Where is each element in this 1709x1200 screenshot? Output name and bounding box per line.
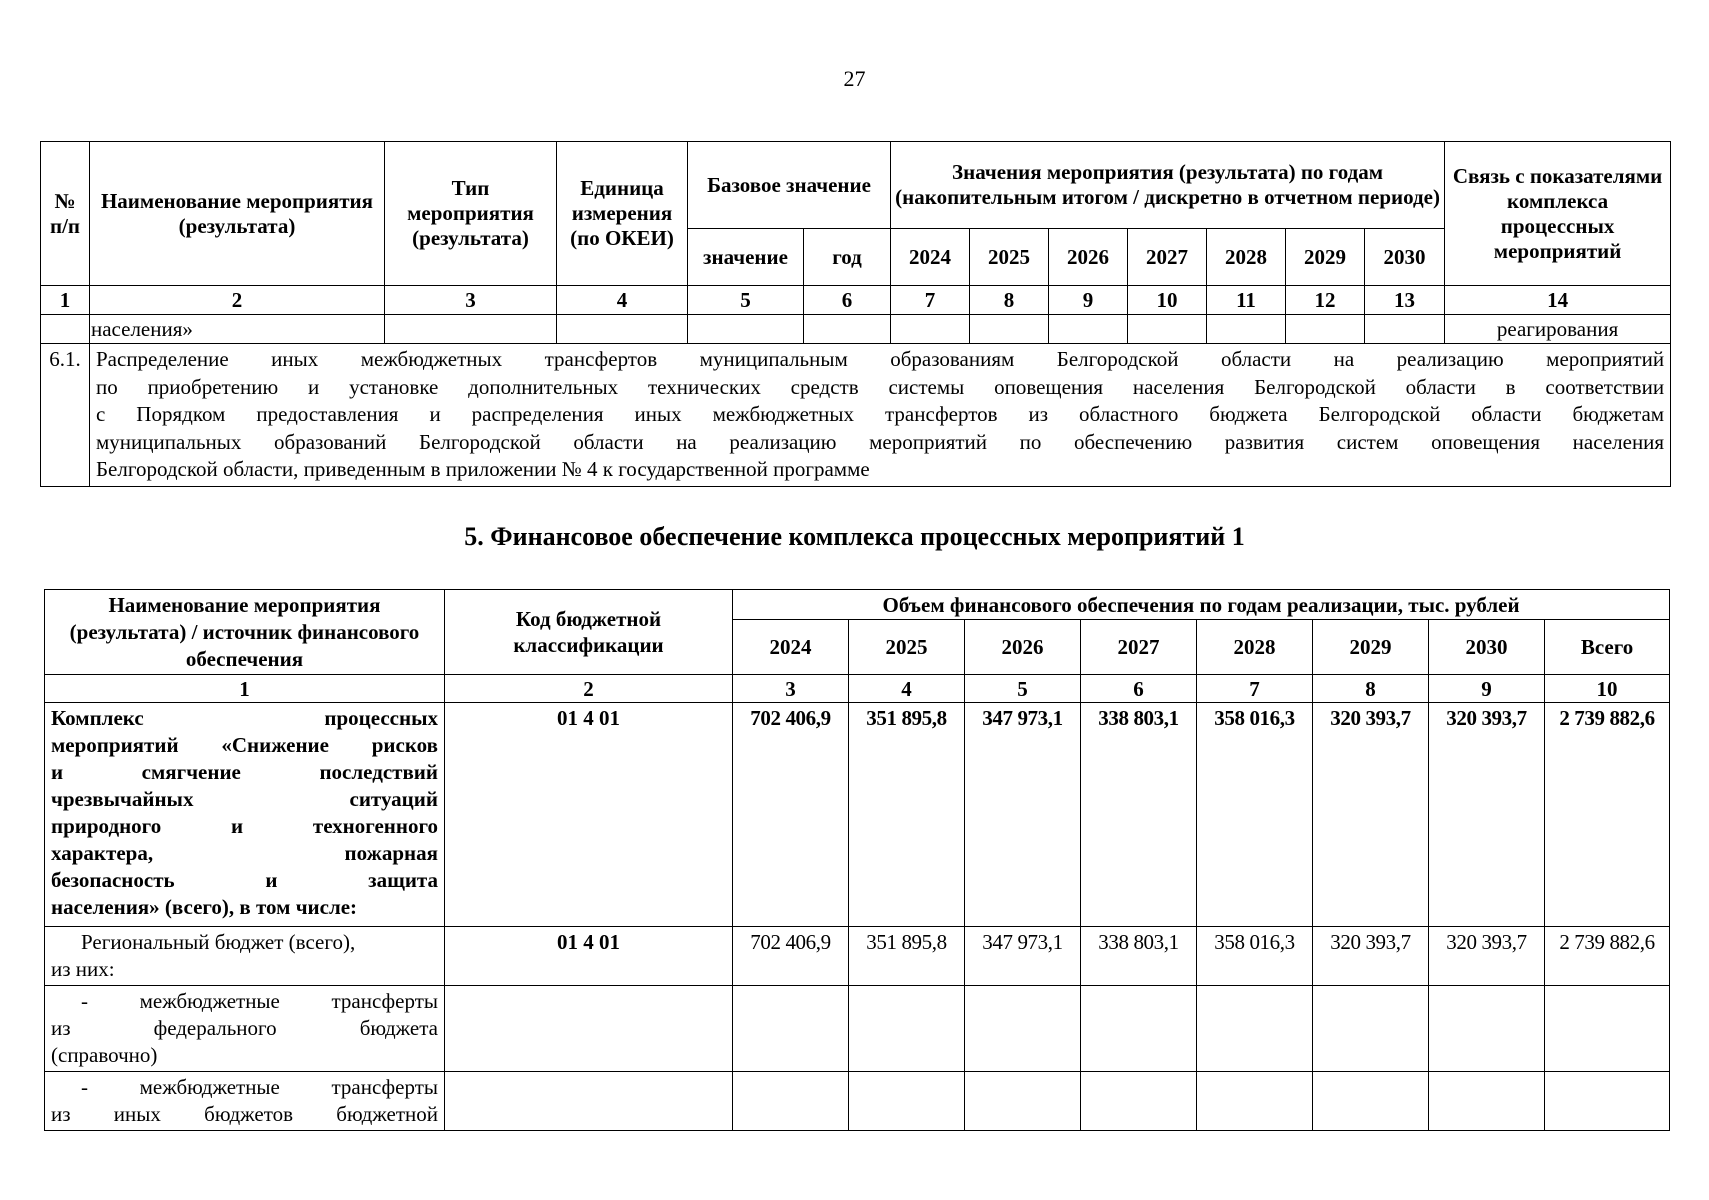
row-6-1-line: с Порядком предоставления и распределения иных межбюджетных трансфертов из областного бюджета Белгородской области бюджетам [96,402,1665,426]
row-value: 320 393,7 [1429,927,1545,986]
header-year: 2028 [1197,620,1313,675]
row-value: 338 803,1 [1081,703,1197,927]
row-value [733,1072,849,1131]
page-number: 27 [843,66,866,91]
column-number: 4 [557,286,688,315]
column-number: 4 [849,675,965,703]
row-6-1-line: муниципальных образований Белгородской области на реализацию мероприятий по обеспечению развития систем оповещения населения [96,429,1665,454]
section-title: 5. Финансовое обеспечение комплекса процессных мероприятий 1 [464,522,1245,551]
table-row [45,1072,1670,1131]
column-number: 5 [688,286,804,315]
column-number: 13 [1365,286,1445,315]
row-value: 338 803,1 [1081,927,1197,986]
column-number: 2 [90,286,385,315]
row-value: 347 973,1 [965,703,1081,927]
header-year: 2024 [733,620,849,675]
row-value: 347 973,1 [965,927,1081,986]
row-total [1545,1072,1670,1131]
continuation-link: реагирования [1445,315,1671,344]
column-number: 14 [1445,286,1671,315]
column-number: 2 [445,675,733,703]
row-6-1-line: Белгородской области, приведенным в приложении № 4 к государственной программе [96,457,870,481]
column-number: 6 [804,286,891,315]
header-year: 2024 [891,229,970,286]
row-code [445,986,733,1072]
row-code [445,1072,733,1131]
row-6-1-num: 6.1. [41,344,90,487]
header-code: Код бюджетной классификации [445,590,733,675]
row-value: 351 895,8 [849,703,965,927]
header-name: Наименование мероприятия (результата) / источник финансового обеспечения [45,590,445,675]
row-name: Региональный бюджет (всего), из них: [45,927,445,986]
header-type: Тип мероприятия (результата) [385,142,557,286]
header-base-year: год [804,229,891,286]
continuation-row [41,315,1671,344]
column-number: 10 [1128,286,1207,315]
column-number: 7 [1197,675,1313,703]
row-value [1197,1072,1313,1131]
row-code: 01 4 01 [445,927,733,986]
row-value: 320 393,7 [1313,703,1429,927]
row-value: 320 393,7 [1429,703,1545,927]
column-number: 8 [970,286,1049,315]
table-row [45,927,1670,986]
header-year: 2027 [1128,229,1207,286]
column-number: 5 [965,675,1081,703]
row-total [1545,986,1670,1072]
row-value [1313,1072,1429,1131]
column-number: 8 [1313,675,1429,703]
header-num: № п/п [41,142,90,286]
header-year: 2026 [965,620,1081,675]
column-number: 6 [1081,675,1197,703]
row-value [733,986,849,1072]
row-value [1429,986,1545,1072]
column-number-row [41,286,1671,315]
row-value [1081,1072,1197,1131]
column-number: 9 [1429,675,1545,703]
column-number: 10 [1545,675,1670,703]
column-number: 11 [1207,286,1286,315]
row-value: 320 393,7 [1313,927,1429,986]
row-value: 702 406,9 [733,703,849,927]
header-volume: Объем финансового обеспечения по годам реализации, тыс. рублей [733,590,1670,620]
table-row [45,986,1670,1072]
row-6-1-text [90,344,1671,487]
activity-values-table [40,141,1671,487]
header-year: 2026 [1049,229,1128,286]
table-row [45,703,1670,927]
header-year: 2030 [1429,620,1545,675]
header-unit: Единица измерения (по ОКЕИ) [557,142,688,286]
header-year: 2029 [1286,229,1365,286]
row-6-1-line: Распределение иных межбюджетных трансфертов муниципальным образованиям Белгородской области на реализацию мероприятий [96,347,1665,371]
column-number-row [45,675,1670,703]
row-value [1081,986,1197,1072]
row-value [965,1072,1081,1131]
financing-table [44,589,1670,1131]
column-number: 3 [733,675,849,703]
row-value: 358 016,3 [1197,927,1313,986]
row-code: 01 4 01 [445,703,733,927]
header-year: 2027 [1081,620,1197,675]
row-value [1197,986,1313,1072]
row-value [849,986,965,1072]
header-base-value: значение [688,229,804,286]
header-link: Связь с показателями комплекса процессных мероприятий [1445,142,1671,286]
column-number: 3 [385,286,557,315]
row-total: 2 739 882,6 [1545,927,1670,986]
header-year: 2025 [849,620,965,675]
row-6-1 [41,344,1671,487]
row-value: 351 895,8 [849,927,965,986]
column-number: 1 [45,675,445,703]
row-value [1313,986,1429,1072]
header-year: 2028 [1207,229,1286,286]
continuation-name: населения» [90,315,385,344]
column-number: 12 [1286,286,1365,315]
row-value [965,986,1081,1072]
header-values: Значения мероприятия (результата) по годам (накопительным итогом / дискретно в отчетном периоде) [891,142,1445,229]
column-number: 9 [1049,286,1128,315]
row-value [849,1072,965,1131]
header-base: Базовое значение [688,142,891,229]
header-year: 2030 [1365,229,1445,286]
row-name: - межбюджетные трансферты из иных бюджетов бюджетной [45,1072,445,1131]
row-6-1-line: по приобретению и установке дополнительных технических средств системы оповещения населения Белгородской области в соответствии [96,374,1665,399]
row-value [1429,1072,1545,1131]
row-value: 358 016,3 [1197,703,1313,927]
row-name: Комплекс процессных мероприятий «Снижение рисков и смягчение последствий чрезвычайных ситуаций природного и техногенного характера, пожарная безопасность и защита населения» (всего), в том числе: [45,703,445,927]
header-year: 2025 [970,229,1049,286]
column-number: 1 [41,286,90,315]
row-name: - межбюджетные трансферты из федерального бюджета (справочно) [45,986,445,1072]
header-name: Наименование мероприятия (результата) [90,142,385,286]
column-number: 7 [891,286,970,315]
row-value: 702 406,9 [733,927,849,986]
header-total: Всего [1545,620,1670,675]
row-total: 2 739 882,6 [1545,703,1670,927]
header-year: 2029 [1313,620,1429,675]
